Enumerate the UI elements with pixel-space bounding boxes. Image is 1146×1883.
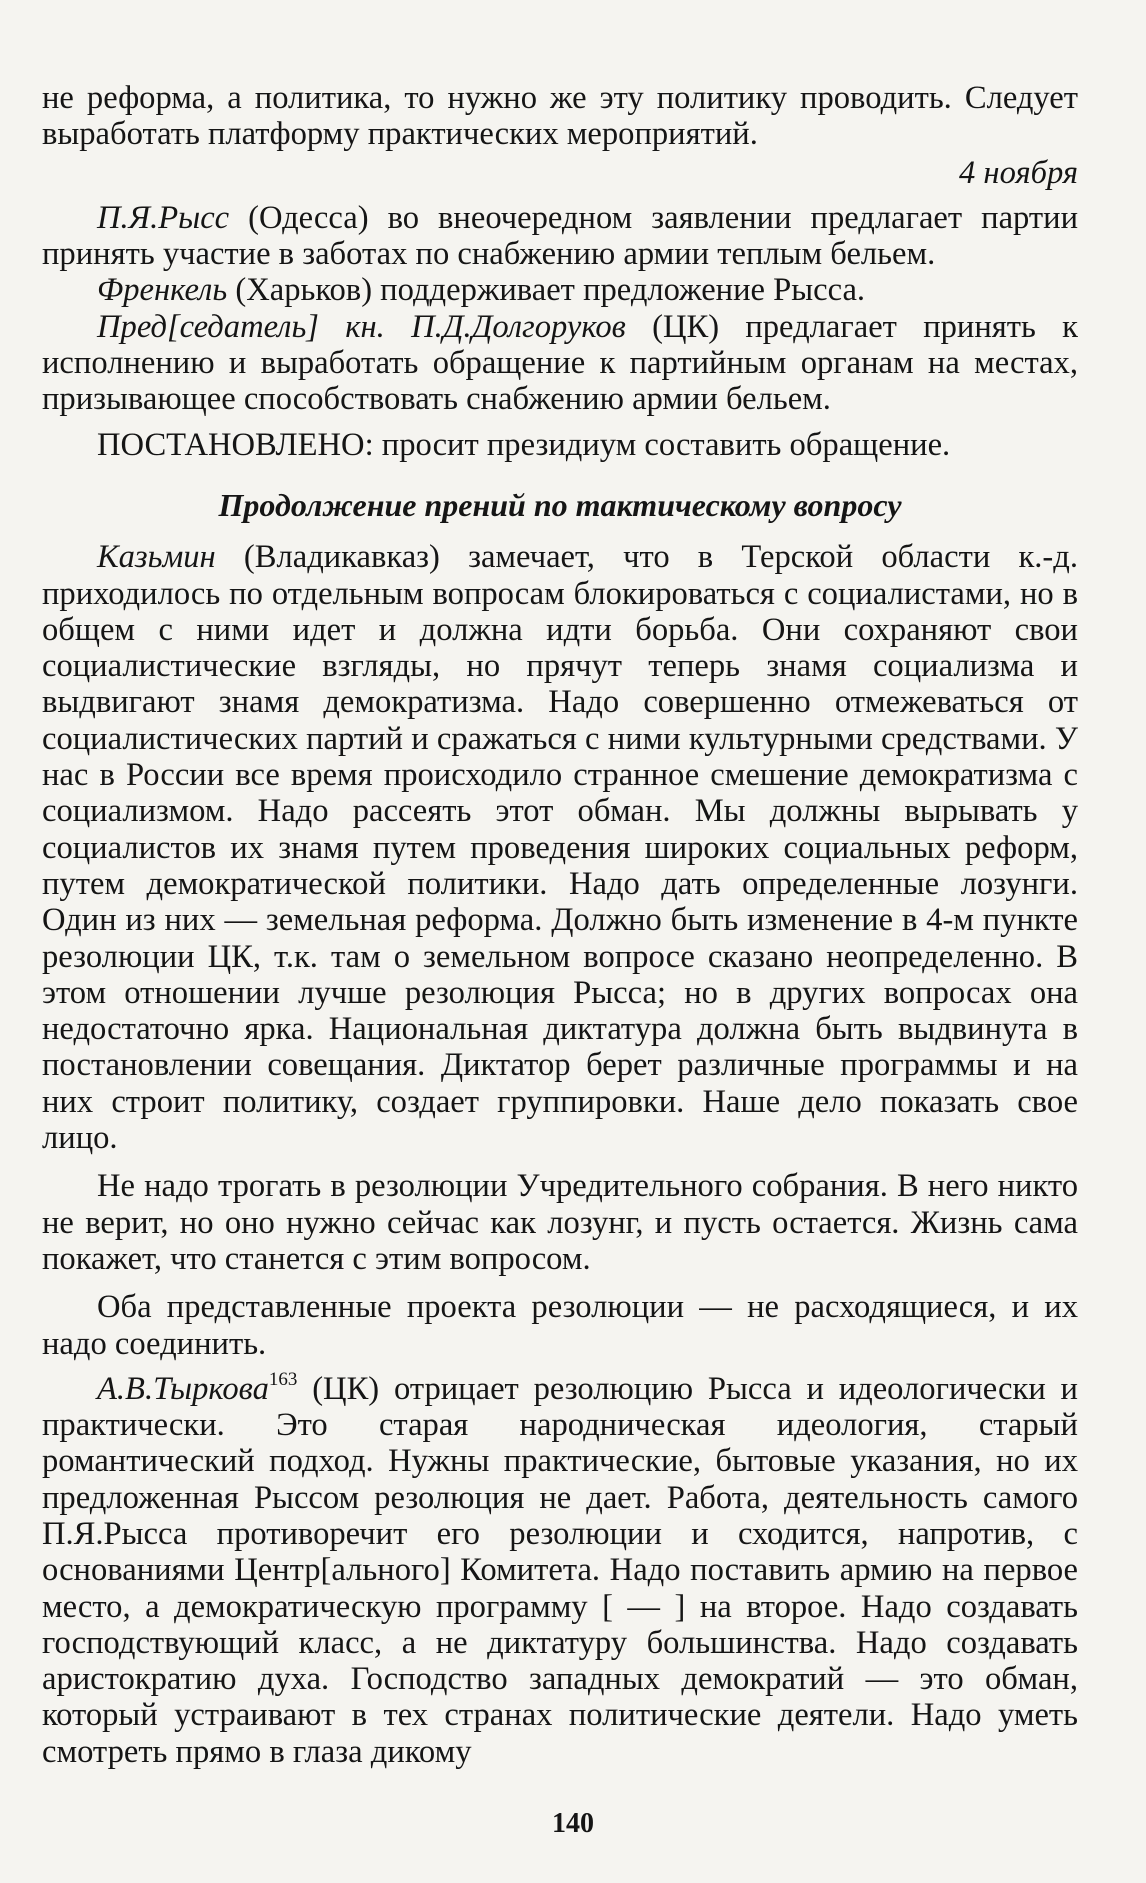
paragraph-frenkel — [42, 272, 1078, 308]
section-heading: Продолжение прений по тактическому вопросу — [218, 486, 902, 523]
paragraph-kazmin — [42, 539, 1078, 1156]
paragraph-continuation: не реформа, а политика, то нужно же эту политику проводить. Следует выработать платформу практических мероприятий. — [42, 80, 1078, 153]
speaker-name: Казьмин — [97, 539, 216, 576]
page-text — [42, 80, 1078, 1770]
paragraph-text: (Одесса) во внеочередном заявлении предлагает партии принять участие в заботах по снабжению армии теплым бельем. — [42, 199, 1078, 273]
paragraph-ryss — [42, 200, 1078, 273]
page-number: 140 — [552, 1808, 594, 1839]
paragraph-constituent: Не надо трогать в резолюции Учредительного собрания. В него никто не верит, но оно нужно сейчас как лозунг, и пусть остается. Жизнь сама покажет, что станется с этим вопросом. — [42, 1168, 1078, 1277]
paragraph-dolgorukov — [42, 309, 1078, 418]
paragraph-text: (Владикавказ) замечает, что в Терской области к.-д. приходилось по отдельным вопросам блокироваться с социалистами, но в общем с ними идет и должна идти борьба. Они сохраняют свои социалистические взгляды, но прячут теперь знамя социализма и выдвигают знамя демократизма. Надо совершенно отмежеваться от социалистических партий и сражаться с ними культурными средствами. У нас в России все время происходило странное смешение демократизма с социализмом. Надо рассеять этот обман. Мы должны вырывать у социалистов их знамя путем проведения широких социальных реформ, путем демократической политики. Надо дать определенные лозунги. Один из них — земельная реформа. Должно быть изменение в 4-м пункте резолюции ЦК, т.к. там о земельном вопросе сказано неопределенно. В этом отношении лучше резолюция Рысса; но в других вопросах она недостаточно ярка. Национальная диктатура должна быть выдвинута в постановлении совещания. Диктатор берет различные программы и на них строит политику, создает группировки. Наше дело показать свое лицо. — [42, 539, 1078, 1157]
speaker-name: Пред[седатель] кн. П.Д.Долгоруков — [97, 308, 626, 345]
paragraph-text: (ЦК) отрицает резолюцию Рысса и идеологически и практически. Это старая народническая идеология, старый романтический подход. Нужны практические, бытовые указания, но их предложенная Рыссом резолюция не дает. Работа, деятельность самого П.Я.Рысса противоречит его резолюции и сходится, напротив, с основаниями Центр[ального] Комитета. Надо поставить армию на первое место, а демократическую программу [ — ] на второе. Надо создавать господствующий класс, а не диктатуру большинства. Надо создавать аристократию духа. Господство западных демократий — это обман, который устраивают в тех странах политические деятели. Надо уметь смотреть прямо в глаза дикому — [42, 1370, 1078, 1770]
footnote-ref: 163 — [268, 1368, 298, 1390]
date-line: 4 ноября — [959, 154, 1078, 191]
paragraph-text: (ЦК) предлагает принять к исполнению и выработать обращение к партийным органам на местах, призывающее способствовать снабжению армии бельем. — [42, 308, 1078, 418]
paragraph-text: (Харьков) поддерживает предложение Рысса. — [227, 272, 866, 309]
speaker-name: А.В.Тыркова — [97, 1370, 269, 1407]
speaker-name: Френкель — [97, 272, 228, 309]
speaker-name: П.Я.Рысс — [97, 199, 230, 236]
paragraph-resolution: ПОСТАНОВЛЕНО: просит президиум составить обращение. — [97, 426, 951, 463]
paragraph-tyrkova — [42, 1368, 1078, 1770]
paragraph-projects: Оба представленные проекта резолюции — не расходящиеся, и их надо соединить. — [42, 1289, 1078, 1362]
